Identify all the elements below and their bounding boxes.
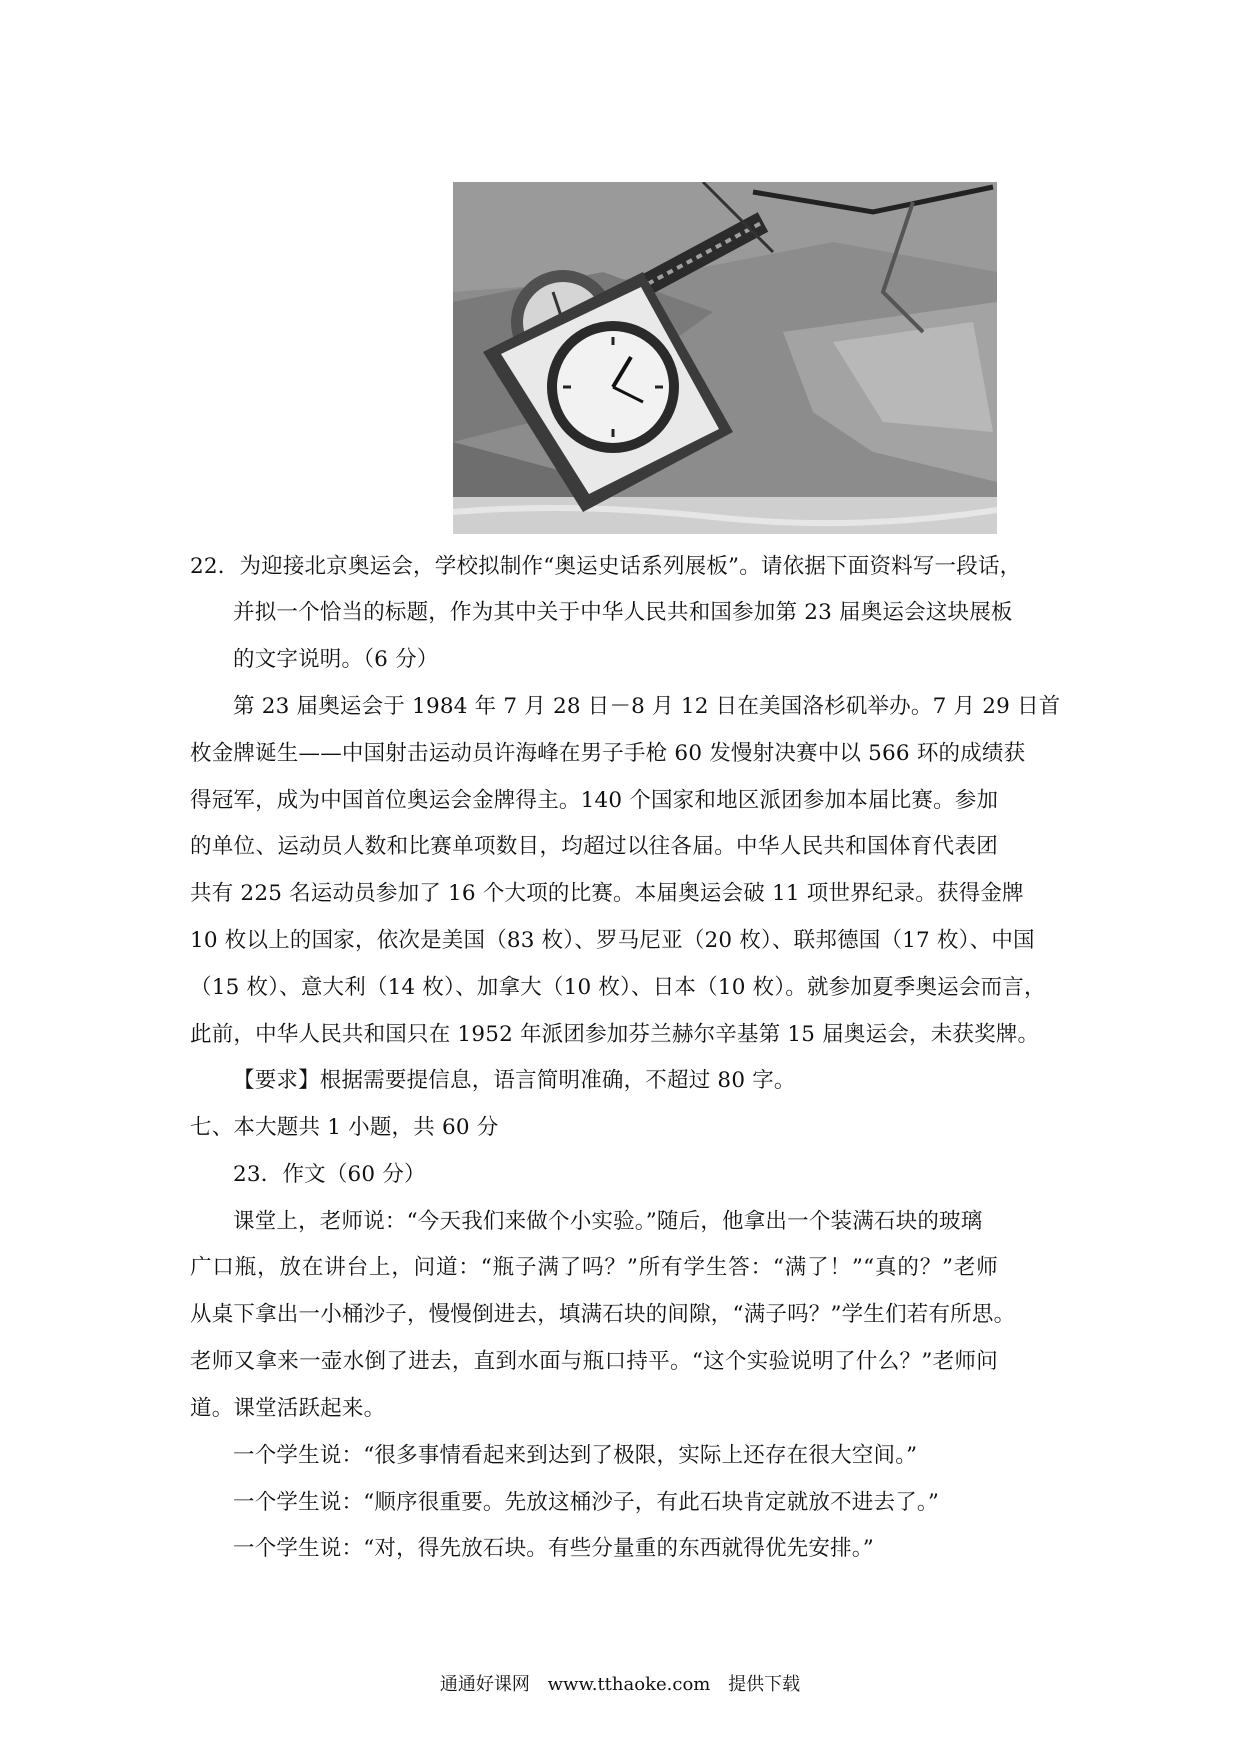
passage-line-4: 老师又拿来一壶水倒了进去，直到水面与瓶口持平。“这个实验说明了什么？”老师问 — [190, 1349, 998, 1374]
material-line-2: 枚金牌诞生——中国射击运动员许海峰在男子手枪 60 发慢射决赛中以 566 环的成绩获 — [190, 741, 1026, 766]
question-22-line-2: 并拟一个恰当的标题，作为其中关于中华人民共和国参加第 23 届奥运会这块展板 — [233, 600, 1013, 625]
footer-url[interactable]: www.tthaoke.com — [547, 1674, 711, 1695]
student-quote-3: 一个学生说：“对，得先放石块。有些分量重的东西就得优先安排。” — [233, 1536, 874, 1561]
material-line-8: 此前，中华人民共和国只在 1952 年派团参加芬兰赫尔辛基第 15 届奥运会，未获奖牌。 — [190, 1022, 1040, 1047]
question-22-line-1: 22．为迎接北京奥运会，学校拟制作“奥运史话系列展板”。请依据下面资料写一段话， — [190, 554, 1022, 579]
passage-line-3: 从桌下拿出一小桶沙子，慢慢倒进去，填满石块的间隙，“满子吗？”学生们若有所思。 — [190, 1302, 1016, 1327]
requirement: 【要求】根据需要提信息，语言简明准确，不超过 80 字。 — [233, 1068, 796, 1093]
material-line-3: 得冠军，成为中国首位奥运会金牌得主。140 个国家和地区派团参加本届比赛。参加 — [190, 788, 999, 813]
material-line-7: （15 枚）、意大利（14 枚）、加拿大（10 枚）、日本（10 枚）。就参加夏季奥运会而言， — [190, 975, 1046, 1000]
student-quote-1: 一个学生说：“很多事情看起来到达到了极限，实际上还存在很大空间。” — [233, 1443, 918, 1468]
material-line-6: 10 枚以上的国家，依次是美国（83 枚）、罗马尼亚（20 枚）、联邦德国（17 枚）、中国 — [190, 928, 1035, 953]
passage-line-1: 课堂上，老师说：“今天我们来做个小实验。”随后，他拿出一个装满石块的玻璃 — [233, 1209, 983, 1234]
footer-site-name: 通通好课网 — [439, 1674, 530, 1695]
passage-line-2: 广口瓶，放在讲台上，问道：“瓶子满了吗？”所有学生答：“满了！”“真的？”老师 — [190, 1255, 998, 1280]
footer-note: 提供下载 — [728, 1674, 801, 1695]
material-line-5: 共有 225 名运动员参加了 16 个大项的比赛。本届奥运会破 11 项世界纪录。获得金牌 — [190, 881, 1024, 906]
earthquake-clock-photo — [453, 182, 997, 534]
page-footer — [0, 1672, 1240, 1698]
material-line-4: 的单位、运动员人数和比赛单项数目，均超过以往各届。中华人民共和国体育代表团 — [190, 834, 998, 859]
material-line-1: 第 23 届奥运会于 1984 年 7 月 28 日－8 月 12 日在美国洛杉矶举办。7 月 29 日首 — [233, 694, 1061, 719]
student-quote-2: 一个学生说：“顺序很重要。先放这桶沙子，有此石块肯定就放不进去了。” — [233, 1490, 940, 1515]
section-7-heading: 七、本大题共 1 小题，共 60 分 — [190, 1115, 499, 1140]
question-23-title: 23．作文（60 分） — [233, 1162, 426, 1187]
passage-line-5: 道。课堂活跃起来。 — [190, 1396, 386, 1421]
question-22-line-3: 的文字说明。（6 分） — [233, 647, 439, 672]
